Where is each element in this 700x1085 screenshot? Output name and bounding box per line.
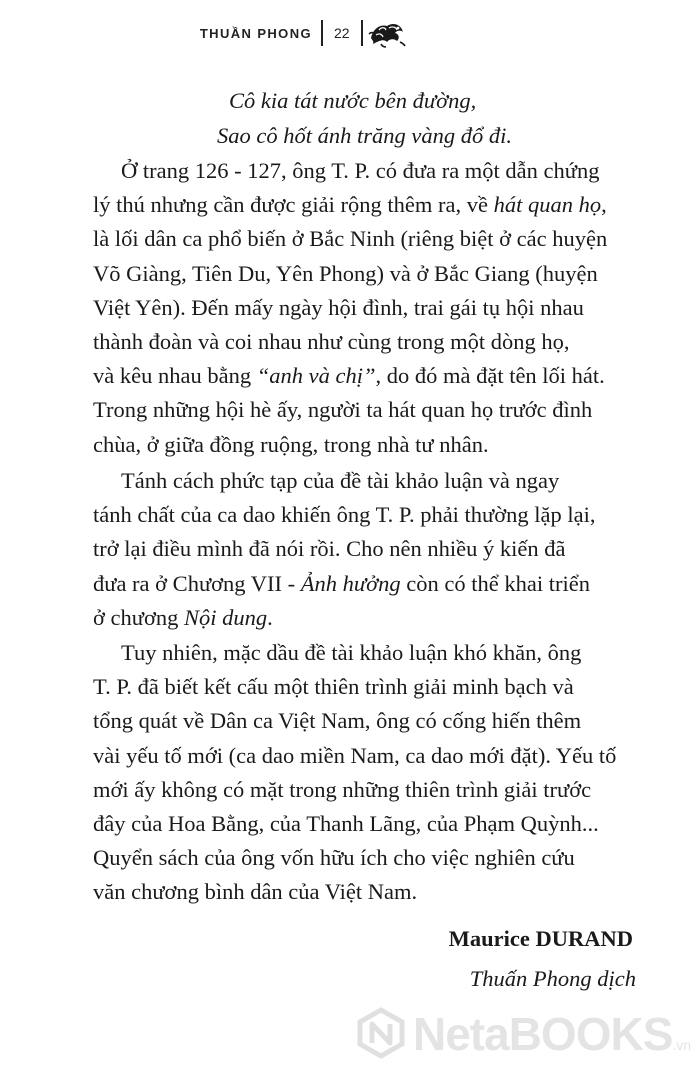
- text-line: Quyển sách của ông vốn hữu ích cho việc nghiên cứu: [93, 845, 575, 871]
- text-line: thành đoàn và coi nhau như cùng trong một dòng họ,: [93, 329, 570, 355]
- text-line: tánh chất của ca dao khiến ông T. P. phải thường lặp lại,: [93, 502, 596, 528]
- text-run: và kêu nhau bằng: [93, 363, 257, 389]
- watermark: [355, 1003, 695, 1063]
- header-divider: [321, 20, 323, 46]
- text-line: Tánh cách phức tạp của đề tài khảo luận và ngay: [121, 468, 560, 493]
- running-head-author: THUẦN PHONG: [199, 26, 312, 41]
- text-line: [93, 567, 633, 601]
- text-line: Trong những hội hè ấy, người ta hát quan họ trước đình: [93, 397, 593, 423]
- text-line: chùa, ở giữa đồng ruộng, trong nhà tư nhân.: [93, 431, 489, 457]
- text-line: đây của Hoa Bằng, của Thanh Lãng, của Phạm Quỳnh...: [93, 811, 599, 837]
- poem-line: Sao cô hốt ánh trăng vàng đổ đi.: [217, 123, 512, 148]
- text-line: Võ Giàng, Tiên Du, Yên Phong) và ở Bắc Giang (huyện: [93, 260, 598, 286]
- header-divider: [361, 20, 363, 46]
- text-line: [93, 359, 633, 393]
- dragon-ornament-icon: [367, 16, 407, 50]
- text-line: [93, 188, 633, 222]
- text-run: , do đó mà đặt tên lối hát.: [375, 363, 605, 389]
- text-run: ,: [601, 192, 607, 218]
- text-line: T. P. đã biết kết cấu một thiên trình giải minh bạch và: [93, 674, 574, 700]
- text-run: lý thú nhưng cần được giải rộng thêm ra, về: [93, 192, 494, 218]
- text-line: trở lại điều mình đã nói rồi. Cho nên nhiều ý kiến đã: [93, 536, 566, 562]
- text-line: Tuy nhiên, mặc dầu đề tài khảo luận khó khăn, ông: [121, 640, 582, 665]
- poem-quote: [0, 83, 700, 153]
- author-signature: Maurice DURAND: [448, 926, 633, 951]
- watermark-suffix: .vn: [672, 1037, 692, 1053]
- text-run: .: [267, 604, 273, 630]
- netabooks-logo-icon: [355, 1007, 407, 1059]
- text-line: là lối dân ca phổ biến ở Bắc Ninh (riêng biệt ở các huyện: [93, 226, 608, 252]
- watermark-brand: NetaBOOKS: [413, 1008, 673, 1060]
- watermark-text: [413, 1007, 691, 1061]
- translator-credit: Thuấn Phong dịch: [469, 966, 636, 991]
- text-run: ở chương: [93, 604, 184, 630]
- page-header: [0, 20, 700, 48]
- text-line: Việt Yên). Đến mấy ngày hội đình, trai gái tụ hội nhau: [93, 294, 584, 320]
- poem-line: Cô kia tát nước bên đường,: [229, 88, 477, 113]
- text-line: mới ấy không có mặt trong những thiên trình giải trước: [93, 776, 592, 802]
- italic-term: hát quan họ: [493, 192, 602, 218]
- text-line: văn chương bình dân của Việt Nam.: [93, 879, 418, 905]
- text-line: vài yếu tố mới (ca dao miền Nam, ca dao mới đặt). Yếu tố: [93, 742, 617, 768]
- text-line: tổng quát về Dân ca Việt Nam, ông có cống hiến thêm: [93, 708, 582, 734]
- text-run: còn có thể khai triển: [400, 570, 590, 596]
- text-line: Ở trang 126 - 127, ông T. P. có đưa ra một dẫn chứng: [121, 158, 600, 183]
- italic-term: Nội dung: [183, 604, 268, 630]
- italic-term: “anh và chị”: [256, 363, 376, 389]
- paragraph-complexity: [93, 464, 633, 635]
- paragraph-quan-ho: [93, 154, 633, 462]
- page-number: 22: [334, 25, 350, 41]
- text-line: [93, 601, 633, 635]
- italic-term: Ảnh hưởng: [300, 570, 401, 596]
- paragraph-conclusion: [93, 636, 633, 910]
- text-run: đưa ra ở Chương VII -: [93, 570, 301, 596]
